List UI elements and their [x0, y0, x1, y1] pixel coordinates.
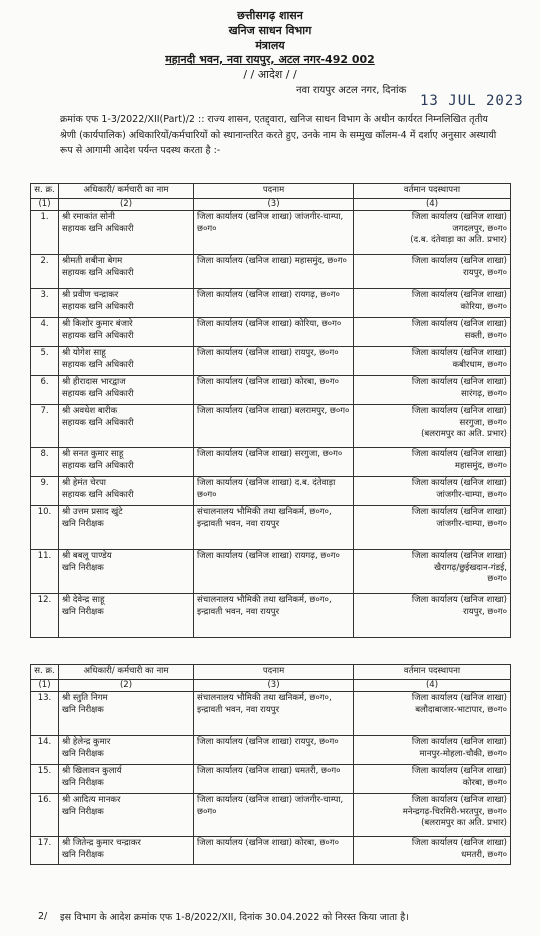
col-post: पदनाम	[194, 665, 354, 680]
table-cell	[354, 594, 511, 638]
table-cell	[31, 794, 59, 837]
new-posting-place: कोरिया, छ०ग०	[460, 301, 507, 312]
table-row	[31, 794, 511, 837]
new-posting-place: धमतरी, छ०ग०	[461, 849, 507, 860]
table-cell	[354, 692, 511, 736]
table-cell	[59, 506, 194, 550]
table-cell	[59, 448, 194, 477]
col-current: वर्तमान पदस्थापना	[354, 665, 511, 680]
table-cell	[354, 506, 511, 550]
new-posting: जिला कार्यालय (खनिज शाखा)	[411, 595, 507, 605]
col-number: (1)	[31, 198, 59, 211]
current-post: जिला कार्यालय (खनिज शाखा) कोरबा, छ०ग०	[197, 838, 340, 848]
officer-designation: खनि निरीक्षक	[62, 806, 104, 817]
new-posting-place: मनेन्द्रगढ़-चिरमिरी-भरतपुर, छ०ग०	[402, 806, 507, 817]
current-post: जिला कार्यालय (खनिज शाखा) रायगढ़, छ०ग०	[197, 551, 340, 561]
table-row	[31, 765, 511, 794]
table-cell	[194, 318, 354, 347]
table-cell	[194, 255, 354, 289]
table-cell	[59, 594, 194, 638]
officer-designation: सहायक खनि अधिकारी	[62, 330, 134, 341]
address-line: महानदी भवन, नवा रायपुर, अटल नगर-492 002	[165, 53, 375, 66]
officer-name: श्री जितेन्द्र कुमार चन्द्राकर	[62, 838, 141, 848]
col-sno: स. क्र.	[31, 184, 59, 199]
additional-charge: (बलरामपुर का अति. प्रभार)	[421, 429, 507, 439]
table-cell	[354, 405, 511, 448]
col-number: (4)	[354, 198, 511, 211]
table-cell	[59, 765, 194, 794]
table-cell	[59, 289, 194, 318]
table-cell	[194, 405, 354, 448]
officer-name: श्री हीरादास भारद्वाज	[62, 377, 126, 387]
col-number: (1)	[31, 679, 59, 692]
table-cell	[59, 347, 194, 376]
officer-name: श्री हेलेन्द्र कुमार	[62, 737, 111, 747]
table-header	[31, 184, 511, 199]
column-numbers	[31, 198, 511, 211]
new-posting: जिला कार्यालय (खनिज शाखा)	[411, 348, 507, 358]
table-cell	[31, 477, 59, 506]
table-cell	[194, 211, 354, 255]
col-number: (3)	[194, 679, 354, 692]
officer-name: श्री किशोर कुमार बंजारे	[62, 319, 133, 329]
transfer-table-2	[30, 664, 511, 865]
new-posting-place: महासमुंद, छ०ग०	[454, 460, 507, 471]
table-cell	[194, 594, 354, 638]
order-intro: क्रमांक एफ 1-3/2022/XII(Part)/2 :: राज्य शासन, एतद्द्वारा, खनिज साधन विभाग के अधीन कार्यरत निम्नलिखित तृतीय श्रेणी (कार्यपालिक) अधिकारियों/कर्मचारियों को स्थानान्तरित करते हुए, उनके नाम के सम्मुख कॉलम-4 में दर्शाए अनुसार अस्थायी रूप से आगामी आदेश पर्यन्त पदस्थ करता है :-	[60, 114, 497, 156]
table-cell	[59, 550, 194, 594]
column-numbers	[31, 679, 511, 692]
table-cell	[31, 765, 59, 794]
new-posting-place: जांजगीर-चाम्पा, छ०ग०	[436, 518, 507, 529]
table-cell	[194, 837, 354, 865]
new-posting: जिला कार्यालय (खनिज शाखा)	[411, 551, 507, 561]
current-post: जिला कार्यालय (खनिज शाखा) द.ब. दंतेवाड़ा छ०ग०	[197, 478, 336, 500]
new-posting-place: रायपुर, छ०ग०	[463, 267, 507, 278]
table-cell	[31, 736, 59, 765]
serial-number: 3.	[40, 290, 49, 300]
serial-number: 10.	[37, 507, 52, 517]
table-cell	[354, 347, 511, 376]
officer-name: श्री रमाकांत सोनी	[62, 212, 115, 222]
new-posting: जिला कार्यालय (खनिज शाखा)	[411, 693, 507, 703]
new-posting-place: सारंगढ़, छ०ग०	[461, 388, 507, 399]
table-cell	[31, 376, 59, 405]
new-posting: जिला कार्यालय (खनिज शाखा)	[411, 377, 507, 387]
new-posting: जिला कार्यालय (खनिज शाखा)	[411, 406, 507, 416]
officer-name: श्री प्रवीण चन्द्राकर	[62, 290, 119, 300]
serial-number: 1.	[40, 212, 49, 222]
table-cell	[354, 289, 511, 318]
transfer-table-1	[30, 183, 511, 638]
new-posting-place: खैरागढ़/छुईखदान-गंडई,	[434, 562, 507, 573]
officer-designation: खनि निरीक्षक	[62, 748, 104, 759]
new-posting: जिला कार्यालय (खनिज शाखा)	[411, 795, 507, 805]
table-cell	[59, 736, 194, 765]
table-row	[31, 211, 511, 255]
serial-number: 6.	[40, 377, 49, 387]
table-cell	[194, 506, 354, 550]
current-post: जिला कार्यालय (खनिज शाखा) बलरामपुर, छ०ग०	[197, 406, 350, 416]
table-cell	[194, 692, 354, 736]
table-cell	[59, 318, 194, 347]
serial-number: 17.	[37, 838, 52, 848]
table-row	[31, 405, 511, 448]
additional-charge: (द.ब. दंतेवाड़ा का अति. प्रभार)	[410, 235, 507, 245]
table-cell	[59, 837, 194, 865]
table-cell	[59, 692, 194, 736]
col-number: (4)	[354, 679, 511, 692]
table-cell	[59, 211, 194, 255]
new-posting: जिला कार्यालय (खनिज शाखा)	[411, 507, 507, 517]
current-post: जिला कार्यालय (खनिज शाखा) रायगढ़, छ०ग०	[197, 290, 340, 300]
officer-designation: सहायक खनि अधिकारी	[62, 223, 134, 234]
additional-charge: छ०ग०	[487, 574, 507, 584]
table-row	[31, 506, 511, 550]
ministry-label: मंत्रालय	[255, 39, 285, 52]
officer-designation: सहायक खनि अधिकारी	[62, 489, 134, 500]
additional-charge: (बलरामपुर का अति. प्रभार)	[421, 818, 507, 828]
new-posting: जिला कार्यालय (खनिज शाखा)	[411, 290, 507, 300]
serial-number: 14.	[37, 737, 52, 747]
officer-designation: खनि निरीक्षक	[62, 518, 104, 529]
officer-designation: खनि निरीक्षक	[62, 849, 104, 860]
officer-name: श्री आदित्य मानकर	[62, 795, 121, 805]
table-row	[31, 448, 511, 477]
officer-name: श्री खिलावन कुलार्य	[62, 766, 122, 776]
current-post: जिला कार्यालय (खनिज शाखा) धमतरी, छ०ग०	[197, 766, 341, 776]
current-post: जिला कार्यालय (खनिज शाखा) सरगुजा, छ०ग०	[197, 449, 343, 459]
serial-number: 5.	[40, 348, 49, 358]
current-post: संचालनालय भौमिकी तथा खनिकर्म, छ०ग०, इन्द्रावती भवन, नवा रायपुर	[197, 595, 332, 617]
new-posting-place: मानपुर-मोहला-चौकी, छ०ग०	[419, 748, 507, 759]
officer-name: श्री देवेन्द्र साहू	[62, 595, 105, 605]
table-cell	[31, 255, 59, 289]
table-cell	[354, 550, 511, 594]
table-cell	[194, 794, 354, 837]
new-posting-place: जगदलपुर, छ०ग०	[452, 223, 507, 234]
table-cell	[31, 594, 59, 638]
officer-name: श्री बबलू पाण्डेय	[62, 551, 112, 561]
table-row	[31, 837, 511, 865]
col-sno: स. क्र.	[31, 665, 59, 680]
officer-designation: खनि निरीक्षक	[62, 704, 104, 715]
table-row	[31, 347, 511, 376]
serial-number: 16.	[37, 795, 52, 805]
new-posting: जिला कार्यालय (खनिज शाखा)	[411, 256, 507, 266]
table-cell	[194, 550, 354, 594]
table-row	[31, 318, 511, 347]
col-number: (2)	[59, 679, 194, 692]
table-cell	[354, 255, 511, 289]
new-posting: जिला कार्यालय (खनिज शाखा)	[411, 737, 507, 747]
new-posting: जिला कार्यालय (खनिज शाखा)	[411, 838, 507, 848]
current-post: जिला कार्यालय (खनिज शाखा) कोरिया, छ०ग०	[197, 319, 342, 329]
footer-number: 2/	[38, 911, 48, 922]
officer-designation: सहायक खनि अधिकारी	[62, 417, 134, 428]
new-posting-place: सक्ती, छ०ग०	[464, 330, 507, 341]
officer-name: श्री स्तुति निगम	[62, 693, 108, 703]
officer-designation: खनि निरीक्षक	[62, 562, 104, 573]
table-row	[31, 550, 511, 594]
col-number: (3)	[194, 198, 354, 211]
col-name: अधिकारी/ कर्मचारी का नाम	[59, 665, 194, 680]
table-cell	[354, 376, 511, 405]
new-posting-place: जांजगीर-चाम्पा, छ०ग०	[436, 489, 507, 500]
new-posting-place: कोरबा, छ०ग०	[462, 777, 507, 788]
current-post: संचालनालय भौमिकी तथा खनिकर्म, छ०ग०, इन्द्रावती भवन, नवा रायपुर	[197, 693, 332, 715]
table-cell	[59, 376, 194, 405]
table-cell	[31, 405, 59, 448]
new-posting: जिला कार्यालय (खनिज शाखा)	[411, 449, 507, 459]
officer-name: श्री सनत कुमार साहू	[62, 449, 124, 459]
current-post: जिला कार्यालय (खनिज शाखा) रायपुर, छ०ग०	[197, 348, 339, 358]
current-post: जिला कार्यालय (खनिज शाखा) रायपुर, छ०ग०	[197, 737, 339, 747]
table-row	[31, 692, 511, 736]
table-cell	[31, 318, 59, 347]
new-posting-place: रायपुर, छ०ग०	[463, 606, 507, 617]
table-cell	[31, 289, 59, 318]
officer-designation: सहायक खनि अधिकारी	[62, 359, 134, 370]
govt-name: छत्तीसगढ़ शासन	[237, 9, 303, 22]
col-post: पदनाम	[194, 184, 354, 199]
table-cell	[194, 765, 354, 794]
new-posting: जिला कार्यालय (खनिज शाखा)	[411, 766, 507, 776]
table-cell	[194, 477, 354, 506]
date-stamp: 13 JUL 2023	[420, 93, 524, 109]
officer-designation: सहायक खनि अधिकारी	[62, 267, 134, 278]
serial-number: 7.	[40, 406, 49, 416]
table-cell	[59, 405, 194, 448]
table-cell	[354, 794, 511, 837]
new-posting-place: कबीरधाम, छ०ग०	[452, 359, 507, 370]
officer-designation: खनि निरीक्षक	[62, 777, 104, 788]
table-cell	[354, 318, 511, 347]
table-cell	[194, 289, 354, 318]
new-posting-place: बलौदाबाजार-भाटापार, छ०ग०	[415, 704, 507, 715]
table-row	[31, 477, 511, 506]
table-cell	[194, 448, 354, 477]
serial-number: 4.	[40, 319, 49, 329]
officer-name: श्री उत्तम प्रसाद खुंटे	[62, 507, 123, 517]
table-cell	[194, 347, 354, 376]
new-posting-place: सरगुजा, छ०ग०	[459, 417, 507, 428]
table-header	[31, 665, 511, 680]
table-cell	[194, 736, 354, 765]
new-posting: जिला कार्यालय (खनिज शाखा)	[411, 478, 507, 488]
table-cell	[354, 477, 511, 506]
serial-number: 8.	[40, 449, 49, 459]
officer-designation: सहायक खनि अधिकारी	[62, 460, 134, 471]
table-cell	[59, 477, 194, 506]
serial-number: 15.	[37, 766, 52, 776]
table-row	[31, 289, 511, 318]
table-cell	[194, 376, 354, 405]
officer-name: श्री हेमंत चेरपा	[62, 478, 106, 488]
col-current: वर्तमान पदस्थापना	[354, 184, 511, 199]
department-name: खनिज साधन विभाग	[228, 24, 312, 37]
table-cell	[59, 255, 194, 289]
serial-number: 13.	[37, 693, 52, 703]
table-cell	[31, 692, 59, 736]
table-row	[31, 594, 511, 638]
dated-label: नवा रायपुर अटल नगर, दिनांक	[296, 85, 407, 96]
current-post: संचालनालय भौमिकी तथा खनिकर्म, छ०ग०, इन्द्रावती भवन, नवा रायपुर	[197, 507, 332, 529]
table-cell	[31, 837, 59, 865]
table-cell	[31, 506, 59, 550]
table-row	[31, 255, 511, 289]
officer-designation: सहायक खनि अधिकारी	[62, 301, 134, 312]
table-cell	[354, 765, 511, 794]
table-cell	[31, 347, 59, 376]
table-cell	[31, 448, 59, 477]
current-post: जिला कार्यालय (खनिज शाखा) जांजगीर-चाम्पा, छ०ग०	[197, 795, 344, 817]
order-title: / / आदेश / /	[243, 68, 297, 81]
current-post: जिला कार्यालय (खनिज शाखा) महासमुंद, छ०ग०	[197, 256, 347, 266]
table-row	[31, 736, 511, 765]
serial-number: 9.	[40, 478, 49, 488]
officer-name: श्रीमती शबीना बेगम	[62, 256, 123, 266]
current-post: जिला कार्यालय (खनिज शाखा) कोरबा, छ०ग०	[197, 377, 340, 387]
new-posting: जिला कार्यालय (खनिज शाखा)	[411, 212, 507, 222]
table-cell	[354, 837, 511, 865]
table-cell	[31, 211, 59, 255]
table-cell	[31, 550, 59, 594]
current-post: जिला कार्यालय (खनिज शाखा) जांजगीर-चाम्पा, छ०ग०	[197, 212, 344, 234]
officer-name: श्री अवधेश बारीक	[62, 406, 118, 416]
officer-name: श्री योगेश साहू	[62, 348, 106, 358]
table-cell	[354, 211, 511, 255]
footer-text: इस विभाग के आदेश क्रमांक एफ 1-8/2022/XII, दिनांक 30.04.2022 को निरस्त किया जाता है।	[60, 912, 409, 923]
serial-number: 2.	[40, 256, 49, 266]
officer-designation: खनि निरीक्षक	[62, 606, 104, 617]
serial-number: 11.	[37, 551, 52, 561]
officer-designation: सहायक खनि अधिकारी	[62, 388, 134, 399]
col-number: (2)	[59, 198, 194, 211]
table-cell	[59, 794, 194, 837]
table-row	[31, 376, 511, 405]
col-name: अधिकारी/ कर्मचारी का नाम	[59, 184, 194, 199]
table-cell	[354, 448, 511, 477]
new-posting: जिला कार्यालय (खनिज शाखा)	[411, 319, 507, 329]
serial-number: 12.	[37, 595, 52, 605]
table-cell	[354, 736, 511, 765]
